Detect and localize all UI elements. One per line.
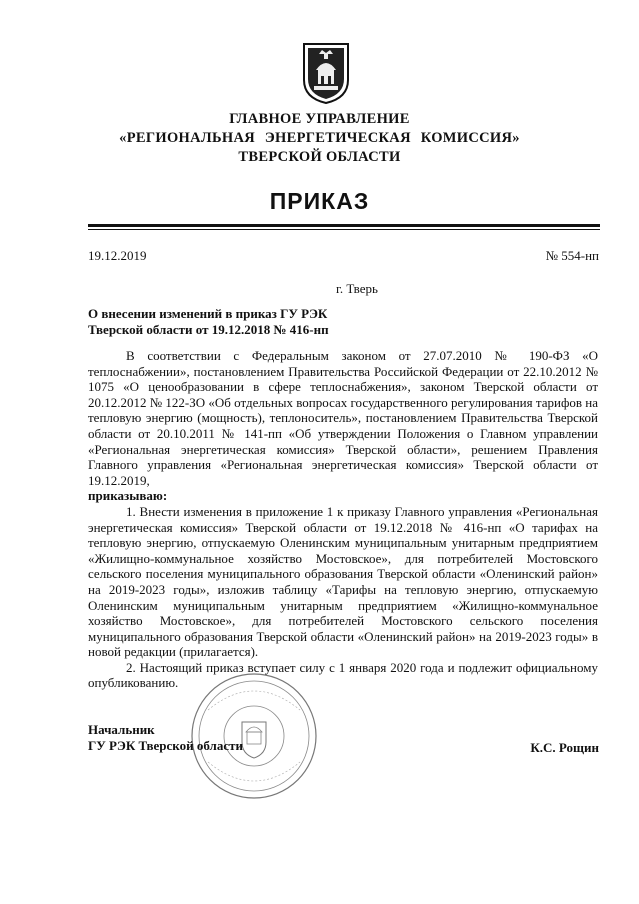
signatory-title-line2: ГУ РЭК Тверской области [88,738,243,753]
agency-name-line1: ГЛАВНОЕ УПРАВЛЕНИЕ [229,111,410,127]
header-divider-thin [88,229,600,230]
subject-line2: Тверской области от 19.12.2018 № 416-нп [88,322,329,337]
document-number: № 554-нп [545,248,599,263]
document-date: 19.12.2019 [88,248,147,263]
tver-coat-of-arms-icon [300,40,352,106]
document-body [88,348,598,691]
order-item-2: 2. Настоящий приказ вступает силу с 1 января 2020 года и подлежит официальному опубликованию. [88,659,598,691]
subject-line1: О внесении изменений в приказ ГУ РЭК [88,306,328,321]
document-city: г. Тверь [336,281,378,296]
agency-name-line3: ТВЕРСКОЙ ОБЛАСТИ [238,149,401,165]
order-word: приказываю: [88,488,168,504]
header-divider-thick [88,224,600,227]
signatory-title [88,722,243,754]
document-subject [88,306,329,338]
signatory-title-line1: Начальник [88,722,155,737]
preamble-paragraph: В соответствии с Федеральным законом от 27.07.2010 № 190-ФЗ «О теплоснабжении», постановлением Правительства Российской Федерации от 22.10.2012 № 1075 «О ценообразовании в сфере теплоснабжения», законом Тверской области от 20.12.2012 № 122-ЗО «Об отдельных вопросах государственного регулирования тарифов на тепловую энергию (мощность), теплоноситель», постановлением Правительства Тверской области от 20.10.2011 № 141-пп «Об утверждении Положения о Главном управлении «Региональная энергетическая комиссия» Тверской области», решением Правления Главного управления «Региональная энергетическая комиссия» Тверской области от 19.12.2019, [88,348,598,488]
order-item-1: 1. Внести изменения в приложение 1 к приказу Главного управления «Региональная энергетическая комиссия» Тверской области от 19.12.2018 № 416-нп «О тарифах на тепловую энергию, отпускаемую Оленинским муниципальным унитарным предприятием «Жилищно-коммунальное хозяйство Мостовское», для потребителей Мостовского сельского поселения муниципального образования Тверской области «Оленинский район» на 2019-2023 годы», изложив таблицу «Тарифы на тепловую энергию, отпускаемую Оленинским муниципальным унитарным предприятием «Жилищно-коммунальное хозяйство Мостовское», для потребителей Мостовского сельского поселения муниципального образования Тверской области «Оленинский район» на 2019-2023 годы» в новой редакции (прилагается). [88,503,598,660]
signatory-name: К.С. Рощин [530,740,599,755]
agency-name-line2: «РЕГИОНАЛЬНАЯ ЭНЕРГЕТИЧЕСКАЯ КОМИССИЯ» [119,130,520,146]
document-type-title: ПРИКАЗ [269,188,370,214]
